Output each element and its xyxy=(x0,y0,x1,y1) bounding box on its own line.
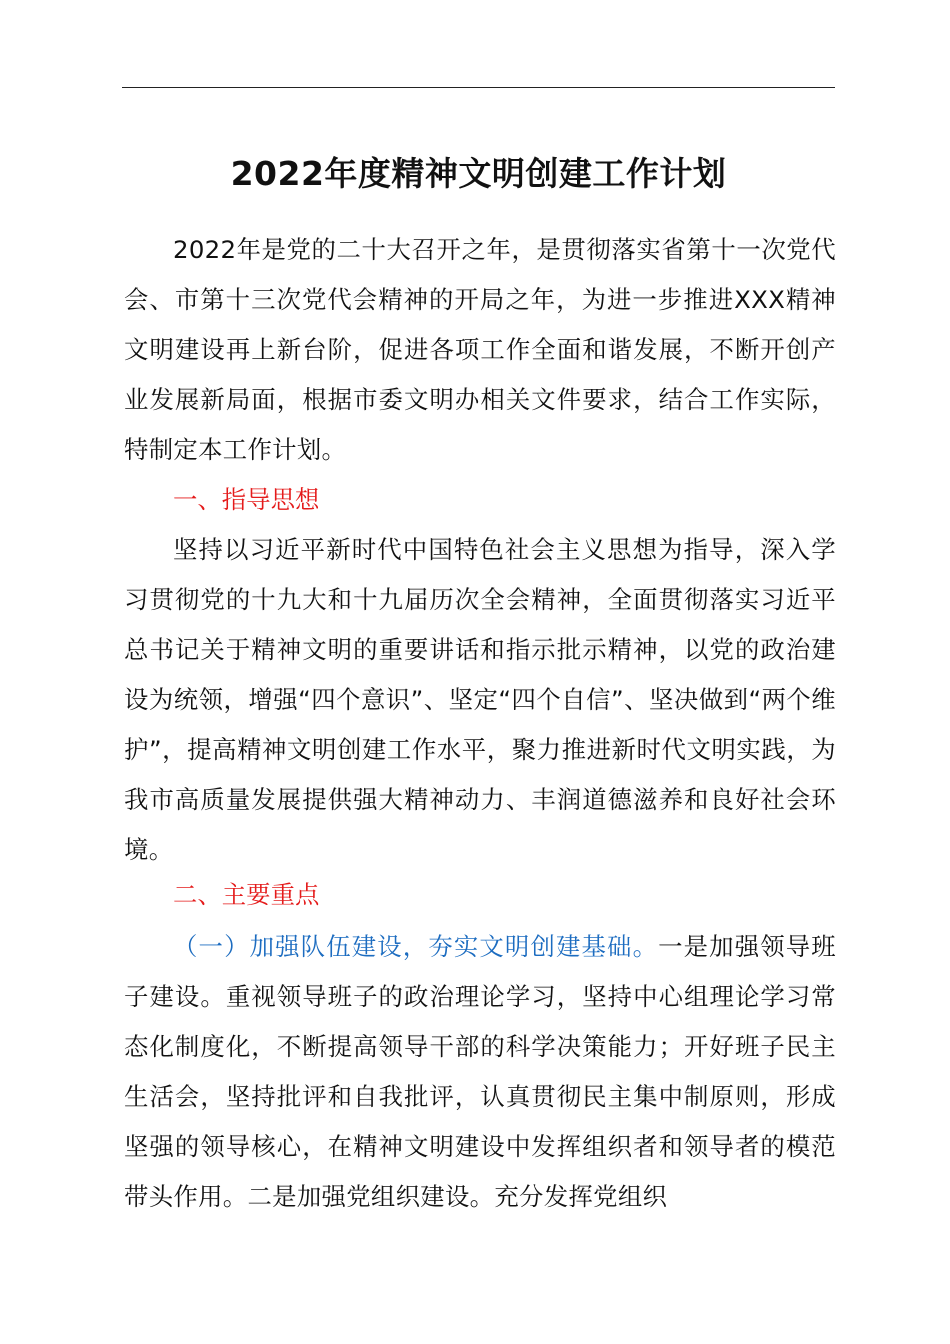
guiding-ideology-paragraph: 坚持以习近平新时代中国特色社会主义思想为指导，深入学习贯彻党的十九大和十九届历次全会精神，全面贯彻落实习近平总书记关于精神文明的重要讲话和指示批示精神，以党的政治建设为统领，增强“四个意识”、坚定“四个自信”、坚决做到“两个维护”，提高精神文明创建工作水平，聚力推进新时代文明实践，为我市高质量发展提供强大精神动力、丰润道德滋养和良好社会环境。 xyxy=(124,535,836,864)
intro-paragraph: 2022年是党的二十大召开之年，是贯彻落实省第十一次党代会、市第十三次党代会精神的开局之年，为进一步推进XXX精神文明建设再上新台阶，促进各项工作全面和谐发展，不断开创产业发展新局面，根据市委文明办相关文件要求，结合工作实际，特制定本工作计划。 xyxy=(124,235,836,464)
section-heading-guiding-ideology: 一、指导思想 xyxy=(173,485,320,514)
section-heading-main-focus: 二、主要重点 xyxy=(173,880,320,909)
subheading-team-building: （一）加强队伍建设，夯实文明创建基础。 xyxy=(173,932,659,961)
header-rule xyxy=(122,87,835,88)
document-title: 2022年度精神文明创建工作计划 xyxy=(230,154,727,193)
main-focus-paragraph xyxy=(124,922,836,1222)
main-focus-body-text: 一是加强领导班子建设。重视领导班子的政治理论学习，坚持中心组理论学习常态化制度化，不断提高领导干部的科学决策能力；开好班子民主生活会，坚持批评和自我批评，认真贯彻民主集中制原则，形成坚强的领导核心，在精神文明建设中发挥组织者和领导者的模范带头作用。二是加强党组织建设。充分发挥党组织 xyxy=(124,932,836,1211)
